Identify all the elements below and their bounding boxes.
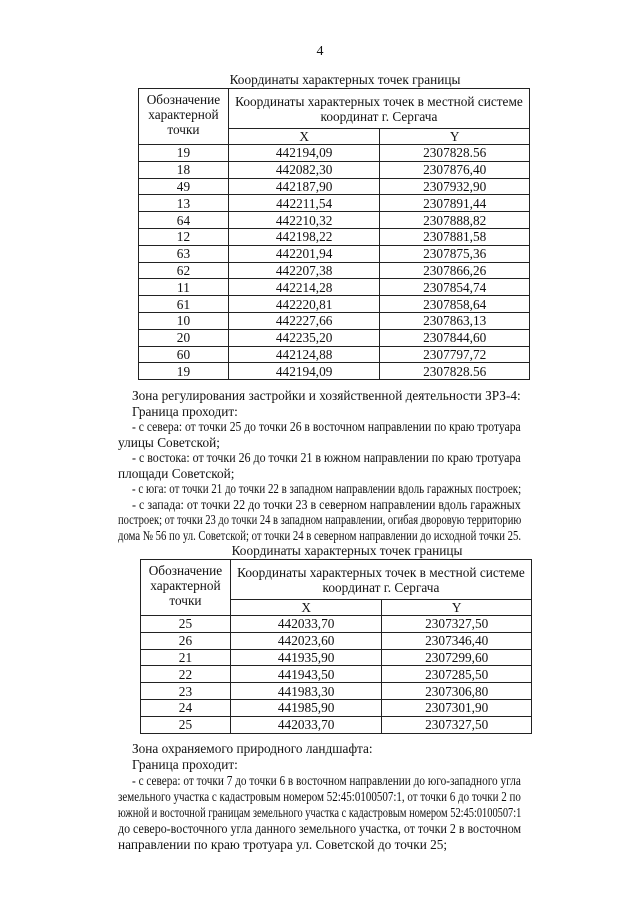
- table-row: [139, 245, 530, 262]
- header-y: Y: [380, 129, 530, 145]
- point-cell: 22: [141, 666, 231, 683]
- x-cell: 441985,90: [230, 699, 382, 716]
- point-cell: 25: [141, 616, 231, 633]
- x-cell: 442210,32: [228, 212, 380, 229]
- point-cell: 63: [139, 245, 229, 262]
- x-cell: 442194,09: [228, 363, 380, 380]
- text-line: - с севера: от точки 7 до точки 6 в восточном направлении до юго-западного угла: [132, 773, 521, 788]
- point-cell: 25: [141, 716, 231, 733]
- x-cell: 442211,54: [228, 195, 380, 212]
- x-cell: 442214,28: [228, 279, 380, 296]
- text-line: - с юга: от точки 21 до точки 22 в западном направлении вдоль гаражных построек;: [132, 481, 522, 496]
- x-cell: 442033,70: [230, 716, 382, 733]
- point-cell: 11: [139, 279, 229, 296]
- point-cell: 10: [139, 312, 229, 329]
- table-row: [139, 312, 530, 329]
- y-cell: 2307346,40: [382, 632, 532, 649]
- point-cell: 18: [139, 161, 229, 178]
- x-cell: 441983,30: [230, 683, 382, 700]
- y-cell: 2307891,44: [380, 195, 530, 212]
- x-cell: 441935,90: [230, 649, 382, 666]
- table-row: [139, 212, 530, 229]
- table-row: [141, 666, 532, 683]
- coordinates-table-1: [138, 88, 530, 380]
- text-line: построек; от точки 23 до точки 24 в западном направлении, огибая дворовую территорию: [118, 512, 522, 527]
- text-line: Граница проходит:: [132, 403, 238, 419]
- text-line: - с севера: от точки 25 до точки 26 в восточном направлении по краю тротуара: [132, 419, 521, 434]
- y-cell: 2307306,80: [382, 683, 532, 700]
- point-cell: 23: [141, 683, 231, 700]
- x-cell: 442033,70: [230, 616, 382, 633]
- table-row: [139, 346, 530, 363]
- point-cell: 49: [139, 178, 229, 195]
- y-cell: 2307299,60: [382, 649, 532, 666]
- point-cell: 64: [139, 212, 229, 229]
- point-cell: 61: [139, 296, 229, 313]
- y-cell: 2307327,50: [382, 716, 532, 733]
- table-row: [139, 329, 530, 346]
- point-cell: 62: [139, 262, 229, 279]
- coordinates-table-2: [140, 559, 532, 734]
- table-row: [141, 683, 532, 700]
- header-y: Y: [382, 600, 532, 616]
- header-coords: Координаты характерных точек в местной системе координат г. Сергача: [228, 89, 529, 129]
- table-row: [141, 716, 532, 733]
- point-cell: 20: [139, 329, 229, 346]
- x-cell: 442201,94: [228, 245, 380, 262]
- text-line: Зона охраняемого природного ландшафта:: [132, 741, 373, 756]
- table-row: [141, 616, 532, 633]
- header-coords: Координаты характерных точек в местной системе координат г. Сергача: [230, 560, 531, 600]
- x-cell: 442235,20: [228, 329, 380, 346]
- table-row: [139, 363, 530, 380]
- text-line: до северо-восточного угла данного земельного участка, от точки 2 в восточном: [118, 821, 522, 836]
- y-cell: 2307932,90: [380, 178, 530, 195]
- table-caption: Координаты характерных точек границы: [231, 543, 463, 558]
- y-cell: 2307797,72: [380, 346, 530, 363]
- y-cell: 2307828.56: [380, 145, 530, 162]
- header-x: X: [230, 600, 382, 616]
- y-cell: 2307285,50: [382, 666, 532, 683]
- table-row: [139, 145, 530, 162]
- text-line: - с востока: от точки 26 до точки 21 в южном направлении по краю тротуара: [132, 450, 521, 465]
- x-cell: 442187,90: [228, 178, 380, 195]
- text-line: площади Советской;: [118, 465, 235, 481]
- x-cell: 442023,60: [230, 632, 382, 649]
- header-x: X: [228, 129, 380, 145]
- point-cell: 60: [139, 346, 229, 363]
- x-cell: 442198,22: [228, 228, 380, 245]
- x-cell: 442207,38: [228, 262, 380, 279]
- text-line: Зона регулирования застройки и хозяйственной деятельности ЗРЗ-4:: [132, 388, 521, 403]
- text-line: - с запада: от точки 22 до точки 23 в северном направлении вдоль гаражных: [132, 496, 521, 512]
- point-cell: 19: [139, 145, 229, 162]
- y-cell: 2307875,36: [380, 245, 530, 262]
- y-cell: 2307863,13: [380, 312, 530, 329]
- y-cell: 2307828.56: [380, 363, 530, 380]
- x-cell: 442082,30: [228, 161, 380, 178]
- point-cell: 13: [139, 195, 229, 212]
- y-cell: 2307844,60: [380, 329, 530, 346]
- point-cell: 12: [139, 228, 229, 245]
- table-row: [139, 279, 530, 296]
- table-row: [141, 632, 532, 649]
- table-row: [139, 262, 530, 279]
- page-number: 4: [316, 44, 324, 59]
- table-row: [139, 161, 530, 178]
- table-row: [141, 649, 532, 666]
- y-cell: 2307858,64: [380, 296, 530, 313]
- text-line: дома № 56 по ул. Советской; от точки 24 в северном направлении до исходной точки 25.: [118, 527, 522, 543]
- x-cell: 442220,81: [228, 296, 380, 313]
- y-cell: 2307327,50: [382, 616, 532, 633]
- text-line: земельного участка с кадастровым номером 52:45:0100507:1, от точки 6 до точки 2 по: [118, 789, 521, 804]
- text-line: южной и восточной границам земельного участка с кадастровым номером 52:45:0100507:1: [118, 805, 522, 820]
- header-point: Обозначение характерной точки: [141, 560, 231, 616]
- x-cell: 441943,50: [230, 666, 382, 683]
- table-row: [139, 195, 530, 212]
- y-cell: 2307301,90: [382, 699, 532, 716]
- point-cell: 24: [141, 699, 231, 716]
- table-row: [139, 178, 530, 195]
- x-cell: 442124,88: [228, 346, 380, 363]
- x-cell: 442227,66: [228, 312, 380, 329]
- y-cell: 2307854,74: [380, 279, 530, 296]
- text-line: улицы Советской;: [118, 434, 220, 450]
- x-cell: 442194,09: [228, 145, 380, 162]
- point-cell: 26: [141, 632, 231, 649]
- table-caption: Координаты характерных точек границы: [229, 72, 461, 87]
- table-row: [139, 296, 530, 313]
- y-cell: 2307866,26: [380, 262, 530, 279]
- header-point: Обозначение характерной точки: [139, 89, 229, 145]
- point-cell: 19: [139, 363, 229, 380]
- y-cell: 2307888,82: [380, 212, 530, 229]
- y-cell: 2307881,58: [380, 228, 530, 245]
- point-cell: 21: [141, 649, 231, 666]
- y-cell: 2307876,40: [380, 161, 530, 178]
- table-row: [139, 228, 530, 245]
- table-row: [141, 699, 532, 716]
- text-line: направлении по краю тротуара ул. Советской до точки 25;: [118, 837, 448, 852]
- text-line: Граница проходит:: [132, 757, 238, 772]
